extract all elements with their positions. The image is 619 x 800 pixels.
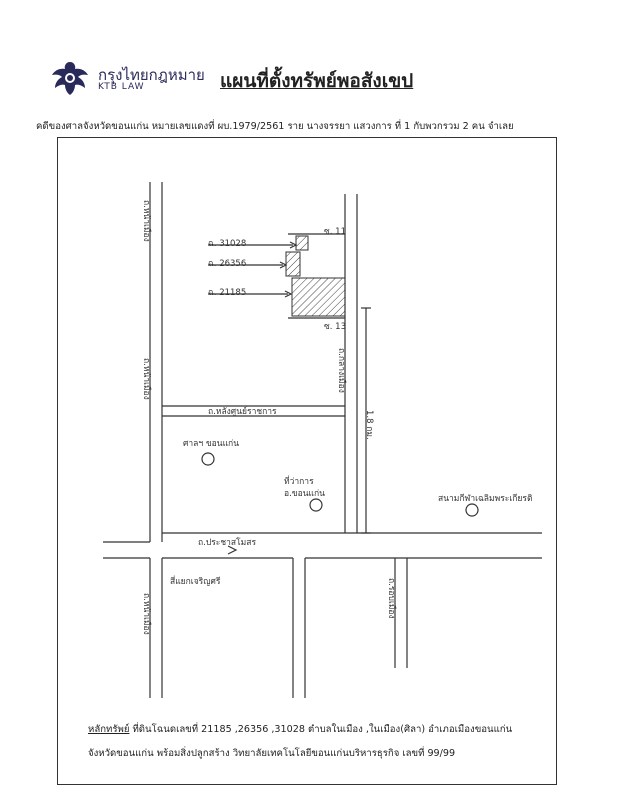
label-intersection: สี่แยกเจริญศรี bbox=[170, 577, 221, 587]
label-road-inner-east: ถ.กลางเมือง bbox=[336, 348, 346, 393]
brand-name-thai: กรุงไทยกฎหมาย bbox=[98, 66, 205, 84]
parcel-shape-2 bbox=[286, 252, 300, 276]
case-reference-line: คดีของศาลจังหวัดขอนแก่น หมายเลขแดงที่ ผบ.1979/2561 ราย นางจรรยา แสวงการ ที่ 1 กับพวกรวม 2 คน จำเลย bbox=[36, 121, 514, 132]
label-office-line1: ที่ว่าการ bbox=[284, 477, 314, 487]
page-title: แผนที่ตั้งทรัพย์พอสังเขป bbox=[220, 70, 414, 92]
label-parcel-2: ฉ. 26356 bbox=[208, 259, 247, 269]
location-map bbox=[57, 137, 557, 785]
collateral-note-line1 bbox=[88, 722, 512, 737]
label-stadium: สนามกีฬาเฉลิมพระเกียรติ bbox=[438, 494, 533, 504]
label-road-left-top: ถ.หน้าเมือง bbox=[141, 200, 151, 242]
brand-name-english: KTB LAW bbox=[98, 82, 145, 92]
stadium-marker bbox=[466, 504, 478, 516]
label-soi-top: ซ. 11 bbox=[324, 227, 346, 237]
label-parcel-1: ฉ. 31028 bbox=[208, 239, 247, 249]
map-drawing bbox=[58, 138, 556, 784]
label-distance: 1.8 กม. bbox=[364, 410, 374, 440]
collateral-label: หลักทรัพย์ bbox=[88, 724, 130, 735]
label-soi-bottom: ซ. 13 bbox=[324, 322, 346, 332]
label-road-right-lane: ถ.รอบเมือง bbox=[386, 578, 396, 619]
parcel-shape-3 bbox=[292, 278, 345, 316]
collateral-text-1: ที่ดินโฉนดเลขที่ 21185 ,26356 ,31028 ตำบลในเมือง ,ในเมือง(ศิลา) อำเภอเมืองขอนแก่น bbox=[129, 724, 513, 735]
garuda-logo-icon bbox=[48, 56, 92, 100]
label-road-left-mid: ถ.หน้าเมือง bbox=[141, 358, 151, 400]
label-court: ศาลฯ ขอนแก่น bbox=[183, 439, 240, 449]
label-road-cross-north: ถ.หลังศูนย์ราชการ bbox=[208, 407, 277, 417]
collateral-note-line2: จังหวัดขอนแก่น พร้อมสิ่งปลูกสร้าง วิทยาลัยเทคโนโลยีขอนแก่นบริหารธุรกิจ เลขที่ 99/99 bbox=[88, 748, 456, 759]
label-road-cross-south: ถ.ประชาสโมสร bbox=[198, 538, 257, 548]
label-road-left-bottom: ถ.หน้าเมือง bbox=[141, 593, 151, 635]
label-parcel-3: ฉ. 21185 bbox=[208, 288, 247, 298]
parcel-shape-1 bbox=[296, 236, 308, 250]
court-marker bbox=[202, 453, 214, 465]
document-header bbox=[0, 0, 619, 110]
district-office-marker bbox=[310, 499, 322, 511]
label-office-line2: อ.ขอนแก่น bbox=[284, 489, 325, 499]
